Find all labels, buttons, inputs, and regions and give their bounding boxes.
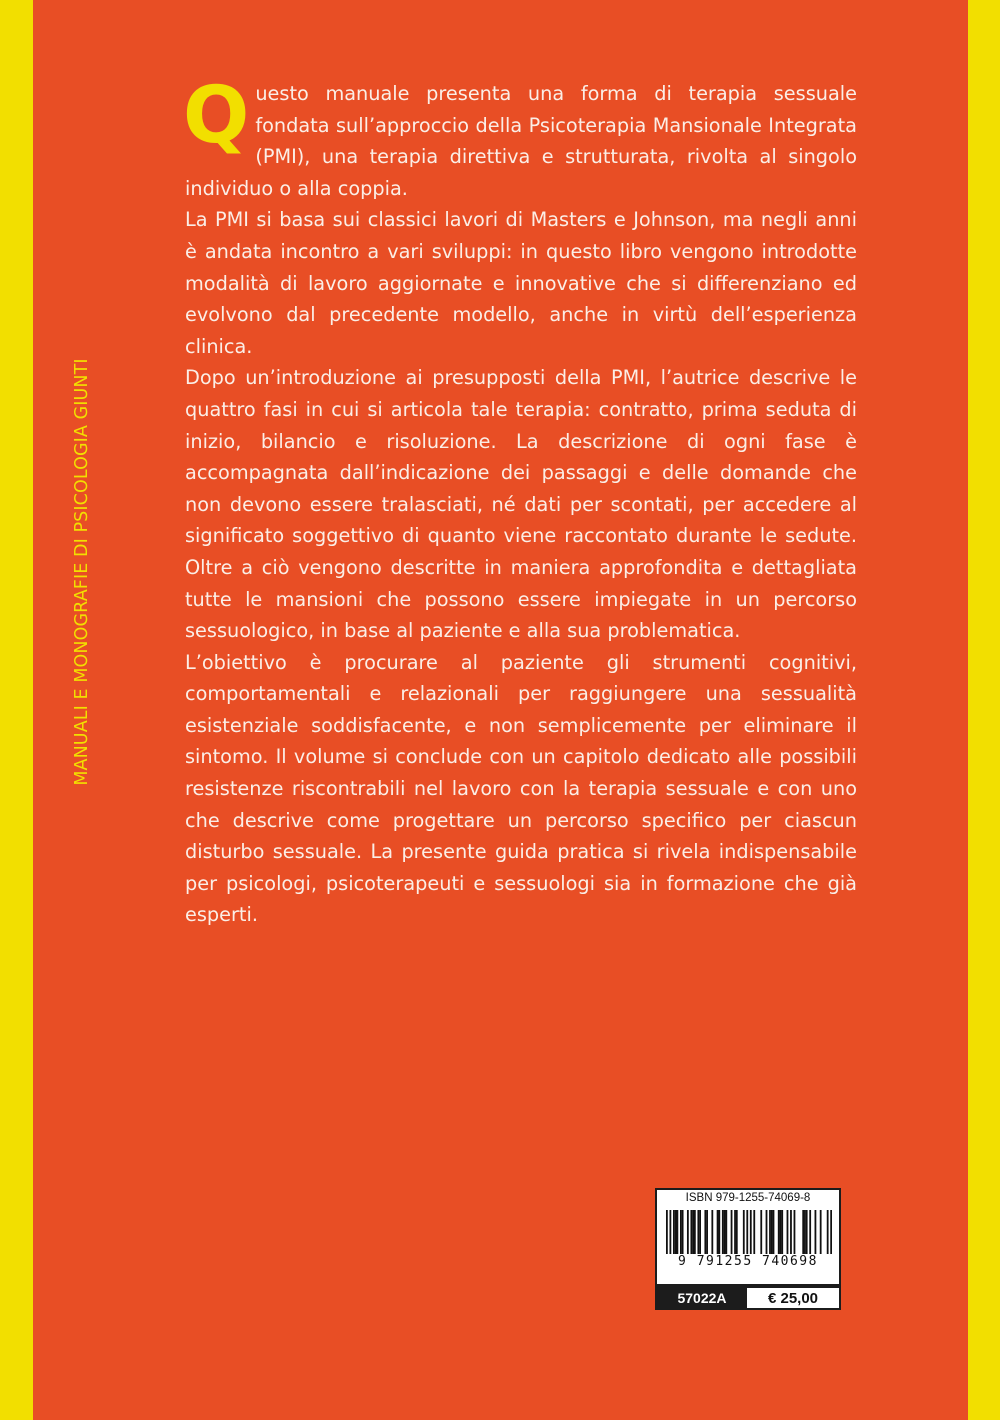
barcode-bar	[682, 1210, 684, 1254]
barcode-bar	[769, 1210, 771, 1254]
barcode-bar	[673, 1210, 675, 1254]
price-strip	[655, 1286, 841, 1310]
price-label: € 25,00	[747, 1288, 839, 1308]
barcode-bar	[722, 1210, 724, 1254]
barcode-bar	[781, 1210, 783, 1254]
barcode-bar	[718, 1210, 720, 1254]
barcode-bar	[711, 1210, 713, 1254]
barcode-bar	[809, 1210, 811, 1254]
barcode-bar	[815, 1210, 817, 1254]
barcode-bar	[771, 1210, 773, 1254]
barcode-image	[666, 1210, 832, 1254]
isbn-label: ISBN 979-1255-74069-8	[685, 1192, 811, 1204]
barcode-bar	[773, 1210, 775, 1254]
ean-digits: 9 791255 740698	[678, 1254, 818, 1269]
drop-cap: Q	[183, 71, 250, 161]
barcode-bar	[778, 1210, 780, 1254]
barcode-bar	[669, 1210, 671, 1254]
barcode-bar	[794, 1210, 796, 1254]
barcode-bar	[690, 1210, 692, 1254]
barcode-bar	[694, 1210, 696, 1254]
barcode-bar	[697, 1210, 699, 1254]
barcode-bar	[787, 1210, 789, 1254]
barcode-bar	[680, 1210, 682, 1254]
series-title: MANUALI E MONOGRAFIE DI PSICOLOGIA GIUNTI	[72, 358, 92, 786]
barcode-bar	[780, 1210, 782, 1254]
barcode-bar	[827, 1210, 829, 1254]
barcode-bar	[743, 1210, 745, 1254]
barcode-bar	[802, 1210, 804, 1254]
barcode-bar	[746, 1210, 748, 1254]
barcode-bar	[820, 1210, 822, 1254]
barcode-bar	[666, 1210, 668, 1254]
blurb-paragraph: Dopo un’introduzione ai presupposti della PMI, l’autrice descrive le quattro fasi in cui si articola tale terapia: contratto, prima seduta di inizio, bilancio e risoluzione. La descrizione di ogni fase è accompagnata dall’indicazione dei passaggi e delle domande che non devono essere tralasciati, né dati per scontati, per accedere al significato soggettivo di quanto viene raccontato durante le sedute. Oltre a ciò vengono descritte in maniera approfondita e dettagliata tutte le mansioni che possono essere impiegate in un percorso sessuologico, in base al paziente e alla sua problematica.	[185, 366, 857, 643]
blurb-paragraph: La PMI si basa sui classici lavori di Masters e Johnson, ma negli anni è andata incontro a vari sviluppi: in questo libro vengono introdotte modalità di lavoro aggiornate e innovative che si differenziano ed evolvono dal precedente modello, anche in virtù dell’esperienza clinica.	[185, 208, 857, 358]
product-code: 57022A	[657, 1288, 747, 1308]
barcode-bar	[766, 1210, 768, 1254]
barcode-bar	[676, 1210, 678, 1254]
barcode-box	[655, 1188, 841, 1286]
blurb-text	[183, 71, 857, 931]
barcode-bar	[731, 1210, 733, 1254]
barcode-bar	[724, 1210, 726, 1254]
blurb-paragraph	[183, 71, 857, 204]
blurb-first-paragraph-text: uesto manuale presenta una forma di terapia sessuale fondata sull’approccio della Psicoterapia Mansionale Integrata (PMI), una terapia direttiva e strutturata, rivolta al singolo individuo o alla coppia.	[185, 82, 857, 200]
barcode-bar	[753, 1210, 755, 1254]
barcode-bar	[692, 1210, 694, 1254]
barcode-bar	[804, 1210, 806, 1254]
barcode-bar	[699, 1210, 701, 1254]
barcode-bar	[717, 1210, 719, 1254]
barcode-bar	[687, 1210, 689, 1254]
barcode-bar	[736, 1210, 738, 1254]
barcode-bar	[750, 1210, 752, 1254]
barcode-bar	[725, 1210, 727, 1254]
barcode-bar	[790, 1210, 792, 1254]
barcode-bar	[675, 1210, 677, 1254]
barcode-bar	[830, 1210, 832, 1254]
barcode-bar	[806, 1210, 808, 1254]
blurb-paragraph: L’obiettivo è procurare al paziente gli strumenti cognitivi, comportamentali e relazionali per raggiungere una sessualità esistenziale soddisfacente, e non semplicemente per eliminare il sintomo. Il volume si conclude con un capitolo dedicato alle possibili resistenze riscontrabili nel lavoro con la terapia sessuale e con uno che descrive come progettare un percorso specifico per ciascun disturbo sessuale. La presente guida pratica si rivela indispensabile per psicologi, psicoterapeuti e sessuologi sia in formazione che già esperti.	[185, 650, 857, 927]
barcode-bar	[704, 1210, 706, 1254]
barcode-bar	[734, 1210, 736, 1254]
barcode-bar	[760, 1210, 762, 1254]
barcode-bar	[706, 1210, 708, 1254]
